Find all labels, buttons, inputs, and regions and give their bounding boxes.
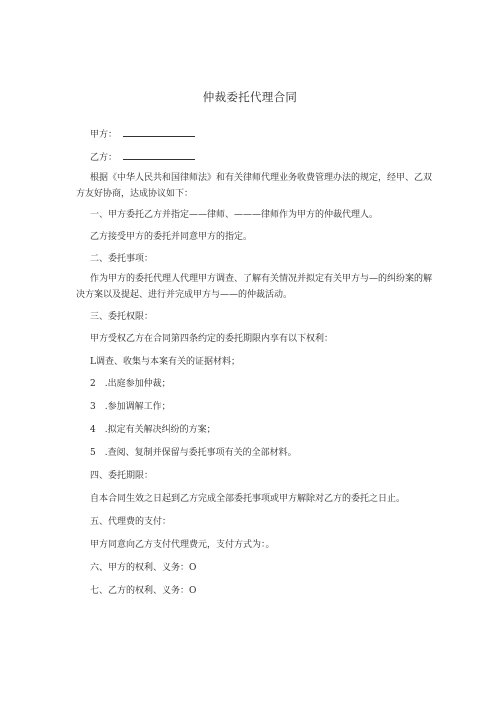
intro-paragraph: 根据《中华人民共和国律师法》和有关律师代理业务收费管理办法的规定，经甲、乙双方友好协商，达成协议如下：: [76, 173, 433, 199]
section-5-paragraph: 甲方同意向乙方支付代理费元，支付方式为：。: [90, 540, 275, 550]
section-3-paragraph: 甲方受权乙方在合同第四条约定的委托期限内享有以下权利：: [90, 334, 334, 344]
section-2-paragraph: 作为甲方的委托代理人代理甲方调查、了解有关情况并拟定有关甲方与—的纠纷案的解决方案以及提起、进行并完成甲方与——的仲裁活动。: [76, 274, 433, 300]
section-3-heading: 三、委托权限：: [90, 312, 154, 322]
party-a-label: 甲方：: [90, 130, 118, 140]
section-3-item-2: 2 .出庭参加仲裁；: [90, 379, 171, 389]
section-3-item-5: 5 .查阅、复制并保留与委托事项有关的全部材料。: [90, 448, 297, 458]
section-4-heading: 四、委托期限：: [90, 471, 154, 481]
section-3-item-1: L调查、收集与本案有关的证据材料；: [90, 357, 240, 367]
party-a-line: [90, 127, 195, 141]
section-2-heading: 二、委托事项：: [90, 254, 154, 264]
party-b-line: [90, 150, 195, 164]
section-4-paragraph: 自本合同生效之日起到乙方完成全部委托事项或甲方解除对乙方的委托之日止。: [90, 494, 406, 504]
party-a-blank: [123, 127, 195, 137]
section-7-heading: 七、乙方的权利、义务：O: [90, 586, 197, 596]
section-1-heading: 一、甲方委托乙方并指定——律师、———律师作为甲方的仲裁代理人。: [90, 210, 379, 220]
section-3-item-4: 4 .拟定有关解决纠纷的方案；: [90, 425, 216, 435]
party-b-blank: [123, 150, 195, 160]
section-5-heading: 五、代理费的支付：: [90, 517, 172, 527]
section-3-item-3: 3 .参加调解工作；: [90, 402, 171, 412]
section-1-paragraph: 乙方接受甲方的委托并同意甲方的指定。: [90, 232, 253, 242]
section-6-heading: 六、甲方的权利、义务：O: [90, 563, 197, 573]
party-b-label: 乙方：: [90, 153, 118, 163]
document-title: 仲裁委托代理合同: [202, 90, 298, 104]
